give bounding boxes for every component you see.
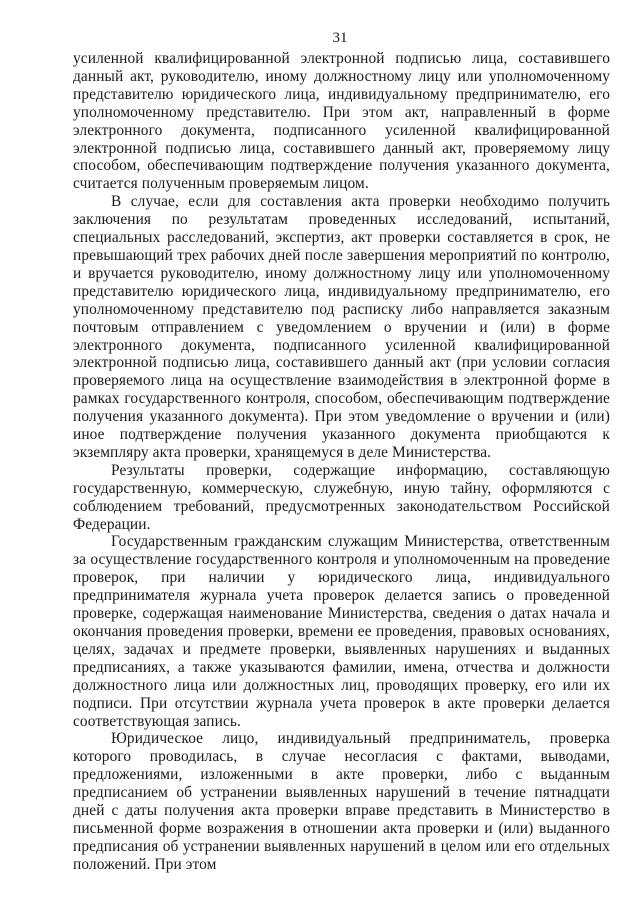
paragraph-objections: Юридическое лицо, индивидуальный предприниматель, проверка которого проводилась, в случае несогласия с фактами, выводами, предложениями, изложенными в акте проверки, либо с выданным предписанием об устранении выявленных нарушений в течение пятнадцати дней с даты получения акта проверки вправе представить в Министерство в письменной форме возражения в отношении акта проверки и (или) выданного предписания об устранении выявленных нарушений в целом или его отдельных положений. При этом — [73, 730, 610, 873]
paragraph-inspection-journal: Государственным гражданским служащим Министерства, ответственным за осуществление государственного контроля и уполномоченным на проведение проверок, при наличии у юридического лица, индивидуального предпринимателя журнала учета проверок делается запись о проведенной проверке, содержащая наименование Министерства, сведения о датах начала и окончания проведения проверки, времени ее проведения, правовых основаниях, целях, задачах и предмете проверки, выявленных нарушениях и выданных предписаниях, а также указываются фамилии, имена, отчества и должности должностного лица или должностных лиц, проводящих проверку, его или их подписи. При отсутствии журнала учета проверок в акте проверки делается соответствующая запись. — [73, 533, 610, 730]
paragraph-continued: усиленной квалифицированной электронной подписью лица, составившего данный акт, руководителю, иному должностному лицу или уполномоченному представителю юридического лица, индивидуальному предпринимателю, его уполномоченному представителю. При этом акт, направленный в форме электронного документа, подписанного усиленной квалифицированной электронной подписью лица, составившего данный акт, проверяемому лицу способом, обеспечивающим подтверждение получения указанного документа, считается полученным проверяемым лицом. — [73, 50, 610, 193]
document-body — [73, 50, 610, 874]
page-number: 31 — [332, 30, 348, 46]
paragraph-act-delivery-after-expertise: В случае, если для составления акта проверки необходимо получить заключения по результатам проведенных исследований, испытаний, специальных расследований, экспертиз, акт проверки составляется в срок, не превышающий трех рабочих дней после завершения мероприятий по контролю, и вручается руководителю, иному должностному лицу или уполномоченному представителю юридического лица, индивидуальному предпринимателю, его уполномоченному представителю под расписку либо направляется заказным почтовым отправлением с уведомлением о вручении и (или) в форме электронного документа, подписанного усиленной квалифицированной электронной подписью лица, составившего данный акт (при условии согласия проверяемого лица на осуществление взаимодействия в электронной форме в рамках государственного контроля, способом, обеспечивающим подтверждение получения указанного документа). При этом уведомление о вручении и (или) иное подтверждение получения указанного документа приобщаются к экземпляру акта проверки, хранящемуся в деле Министерства. — [73, 193, 610, 461]
paragraph-secret-information: Результаты проверки, содержащие информацию, составляющую государственную, коммерческую, служебную, иную тайну, оформляются с соблюдением требований, предусмотренных законодательством Российской Федерации. — [73, 461, 610, 533]
